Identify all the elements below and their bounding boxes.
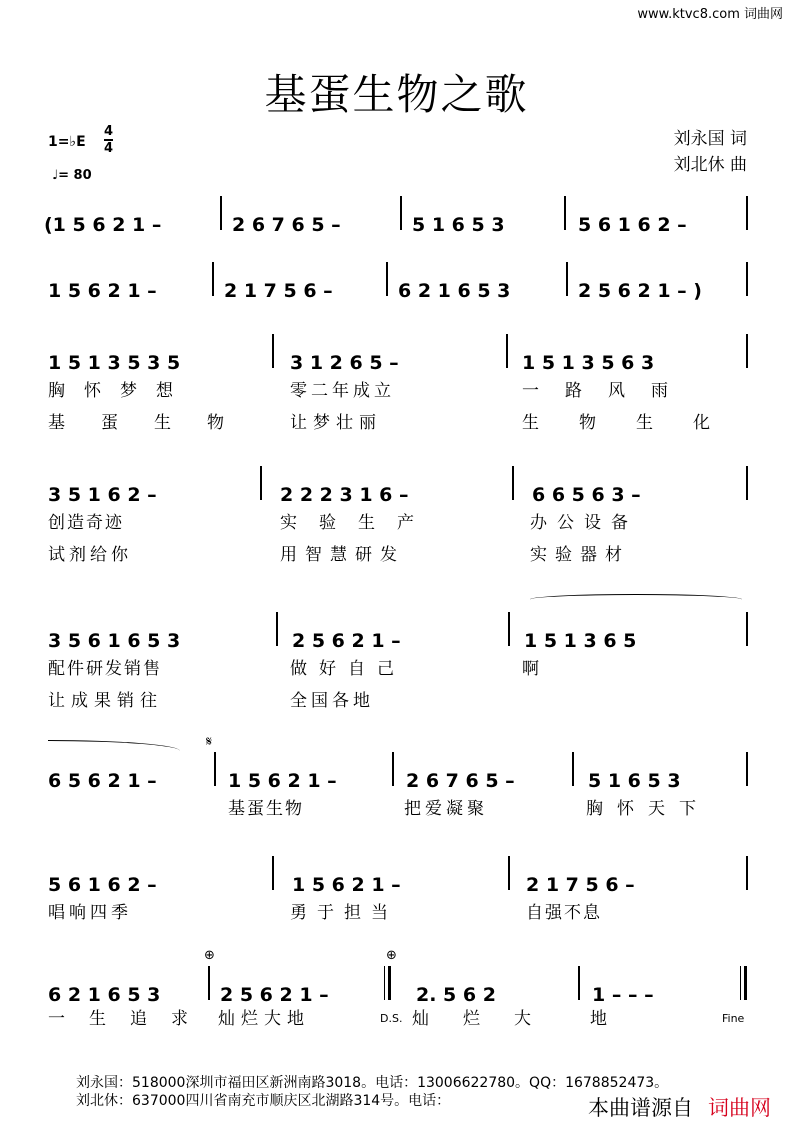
measure: 6 6 5 6 3 – (532, 484, 641, 506)
barline (746, 752, 748, 786)
measure: (1 5 6 2 1 – (44, 214, 162, 236)
meter-top: 4 (104, 124, 114, 139)
score-row-8 (44, 966, 750, 1006)
barline (746, 466, 748, 500)
lyric-line: 办公设备 (530, 513, 638, 533)
key-signature: 1=♭E (48, 134, 86, 150)
source-label: 本曲谱源自 (588, 1096, 693, 1120)
score-row-1 (44, 196, 750, 236)
barline (508, 856, 510, 890)
lyric-line: 创造奇迹 (48, 513, 124, 533)
measure: 1 5 1 3 5 6 3 (522, 352, 655, 374)
ds-mark: D.S. (380, 1012, 403, 1025)
slur-mark (48, 740, 180, 751)
barline (746, 196, 748, 230)
lyric-line: 一生追求 (48, 1009, 212, 1029)
slur-mark (530, 594, 742, 605)
barline (386, 262, 388, 296)
barline (392, 752, 394, 786)
measure: 1 5 1 3 5 3 5 (48, 352, 181, 374)
measure: 2 1 7 5 6 – (526, 874, 635, 896)
measure: 6 5 6 2 1 – (48, 770, 157, 792)
barline (220, 196, 222, 230)
time-signature (104, 124, 113, 156)
measure: 1 5 6 2 1 – (292, 874, 401, 896)
measure: 1 5 6 2 1 – (48, 280, 157, 302)
lyric-line: 实验生产 (280, 513, 436, 533)
lyric-line: 全国各地 (290, 691, 374, 711)
measure: 6 2 1 6 5 3 (398, 280, 511, 302)
lyric-line: 一路风雨 (522, 381, 694, 401)
measure: 2 6 7 6 5 – (406, 770, 515, 792)
footer-contact-lyricist: 刘永国：518000深圳市福田区新洲南路3018。电话：13006622780。QQ：1678852473。 (76, 1075, 669, 1091)
measure: 2 5 6 2 1 – ) (578, 280, 702, 302)
barline (746, 262, 748, 296)
coda-sign: ⊕ (204, 948, 215, 963)
segno-sign: 𝄋 (206, 734, 213, 750)
lyric-line: 基蛋生物 (228, 799, 304, 819)
meter-bottom: 4 (104, 141, 114, 156)
lyric-line: 灿烂大地 (218, 1009, 310, 1029)
barline (276, 612, 278, 646)
fine-mark: Fine (722, 1012, 745, 1025)
barline (564, 196, 566, 230)
lyric-line: 零二年成立 (290, 381, 395, 401)
composer-credit: 刘北休 曲 (673, 155, 747, 175)
measure: 5 6 1 6 2 – (578, 214, 687, 236)
barline (272, 856, 274, 890)
barline (508, 612, 510, 646)
barline (746, 334, 748, 368)
measure: 5 1 6 5 3 (588, 770, 681, 792)
lyric-line: 实验器材 (530, 545, 630, 565)
lyric-line: 灿烂大 (412, 1009, 565, 1029)
lyric-line: 把爱凝聚 (404, 799, 488, 819)
barline (566, 262, 568, 296)
measure: 2 5 6 2 1 – (292, 630, 401, 652)
coda-sign: ⊕ (386, 948, 397, 963)
lyric-line: 胸怀天下 (586, 799, 710, 819)
lyric-line: 让梦壮丽 (290, 413, 382, 433)
final-barline (740, 966, 747, 1000)
barline (512, 466, 514, 500)
lyric-line: 啊 (522, 659, 558, 679)
measure: 1 5 6 2 1 – (228, 770, 337, 792)
lyric-line: 生物生化 (522, 413, 750, 433)
barline (272, 334, 274, 368)
tempo-mark: ♩= 80 (52, 168, 92, 183)
measure: 3 5 1 6 2 – (48, 484, 157, 506)
brand-logo-text: 词曲网 (708, 1096, 771, 1120)
measure: 2 6 7 6 5 – (232, 214, 341, 236)
repeat-barline (384, 966, 391, 1000)
site-watermark: www.ktvc8.com 词曲网 (637, 7, 783, 22)
lyric-line: 配件研发销售 (48, 659, 162, 679)
barline (260, 466, 262, 500)
lyric-line: 用智慧研发 (280, 545, 405, 565)
barline (400, 196, 402, 230)
barline (506, 334, 508, 368)
measure: 3 1 2 6 5 – (290, 352, 399, 374)
lyric-line: 基蛋生物 (48, 413, 260, 433)
lyricist-credit: 刘永国 词 (673, 129, 747, 149)
lyric-line: 让成果销往 (48, 691, 163, 711)
measure: 1 5 1 3 6 5 (524, 630, 637, 652)
lyric-line: 做好自己 (290, 659, 406, 679)
barline (578, 966, 580, 1000)
lyric-line: 地 (590, 1009, 626, 1029)
score-row-2 (44, 262, 750, 302)
score-row-5 (44, 612, 750, 652)
measure: 5 1 6 5 3 (412, 214, 505, 236)
lyric-line: 自强不息 (526, 903, 602, 923)
lyric-line: 唱响四季 (48, 903, 132, 923)
measure: 6 2 1 6 5 3 (48, 984, 161, 1006)
barline (746, 856, 748, 890)
lyric-line: 试剂给你 (48, 545, 132, 565)
barline (212, 262, 214, 296)
footer-contact-composer: 刘北休：637000四川省南充市顺庆区北湖路314号。电话： (76, 1093, 451, 1109)
score-row-4 (44, 466, 750, 506)
measure: 2 1 7 5 6 – (224, 280, 333, 302)
measure: 2 5 6 2 1 – (220, 984, 329, 1006)
barline (208, 966, 210, 1000)
barline (746, 612, 748, 646)
page-title: 基蛋生物之歌 (264, 70, 529, 119)
measure: 2. 5 6 2 (416, 984, 496, 1006)
measure: 3 5 6 1 6 5 3 (48, 630, 181, 652)
measure: 2 2 2 3 1 6 – (280, 484, 409, 506)
lyric-line: 勇于担当 (290, 903, 398, 923)
barline (214, 752, 216, 786)
score-row-6 (44, 752, 750, 792)
measure: 5 6 1 6 2 – (48, 874, 157, 896)
score-row-7 (44, 856, 750, 896)
score-row-3 (44, 334, 750, 374)
measure: 1 – – – (592, 984, 654, 1006)
barline (572, 752, 574, 786)
lyric-line: 胸怀梦想 (48, 381, 192, 401)
